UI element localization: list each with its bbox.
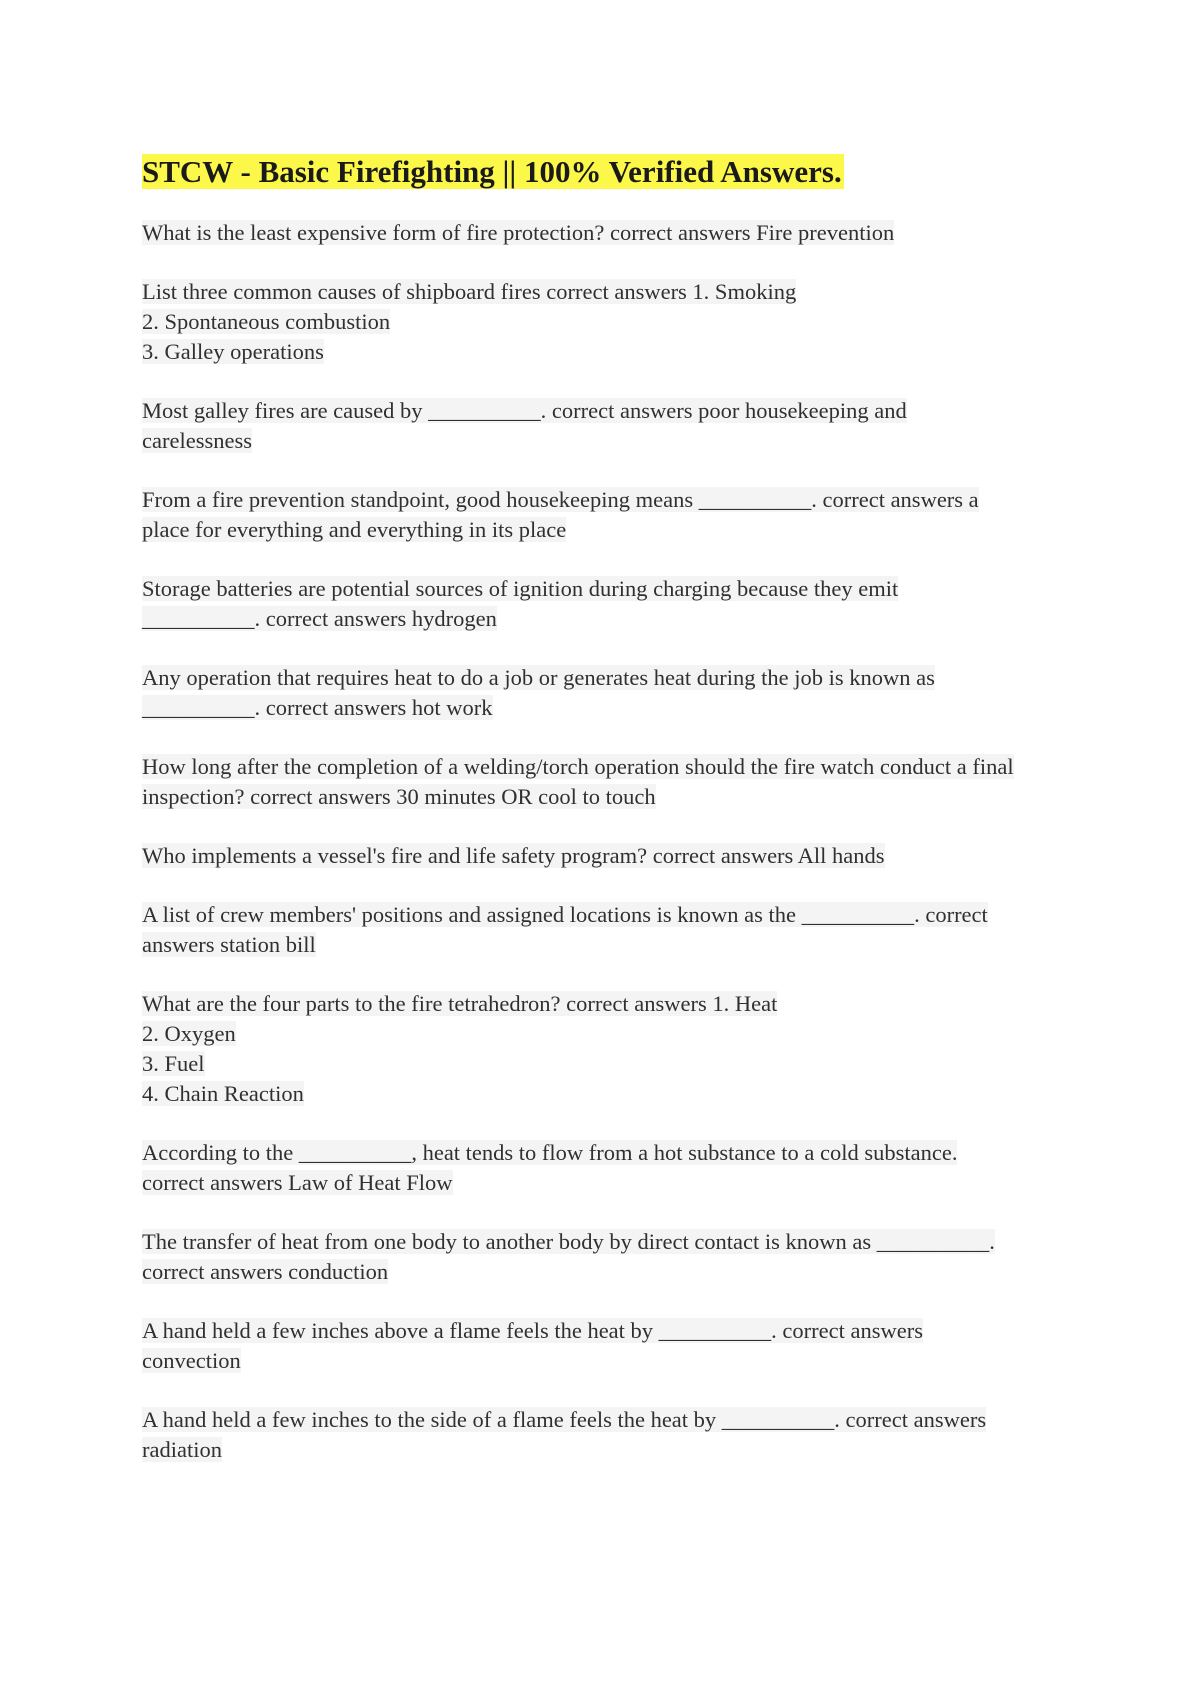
qa-text: A hand held a few inches to the side of a flame feels the heat by __________. correct answers radiation [142,1407,987,1462]
qa-item [142,218,1072,248]
qa-item [142,1227,1072,1287]
qa-item [142,841,1072,871]
qa-item [142,900,1072,960]
qa-item [142,396,1072,456]
qa-text: Who implements a vessel's fire and life safety program? correct answers All hands [142,843,885,868]
qa-item [142,663,1072,723]
qa-text: According to the __________, heat tends to flow from a hot substance to a cold substance. correct answers Law of Heat Flow [142,1140,958,1195]
document-title [142,152,1072,192]
qa-text: From a fire prevention standpoint, good housekeeping means __________. correct answers a place for everything and everything in its place [142,487,979,542]
qa-item [142,485,1072,545]
qa-item [142,989,1072,1109]
qa-item [142,277,1072,367]
document-body [142,152,1072,1494]
qa-item [142,1138,1072,1198]
qa-text: How long after the completion of a welding/torch operation should the fire watch conduct a final inspection? correct answers 30 minutes OR cool to touch [142,754,1014,809]
qa-text: Most galley fires are caused by __________. correct answers poor housekeeping and carelessness [142,398,907,453]
qa-text: A hand held a few inches above a flame feels the heat by __________. correct answers convection [142,1318,923,1373]
qa-item [142,1405,1072,1465]
qa-text: What is the least expensive form of fire protection? correct answers Fire prevention [142,220,895,245]
qa-item [142,1316,1072,1376]
qa-text: Storage batteries are potential sources of ignition during charging because they emit __________. correct answers hydrogen [142,576,899,631]
qa-text: What are the four parts to the fire tetrahedron? correct answers 1. Heat 2. Oxygen 3. Fuel 4. Chain Reaction [142,991,778,1106]
qa-item [142,752,1072,812]
document-title-text: STCW - Basic Firefighting || 100% Verified Answers. [142,154,842,189]
qa-text: List three common causes of shipboard fires correct answers 1. Smoking 2. Spontaneous combustion 3. Galley operations [142,279,797,364]
qa-text: Any operation that requires heat to do a job or generates heat during the job is known as __________. correct answers hot work [142,665,935,720]
qa-text: The transfer of heat from one body to another body by direct contact is known as __________. correct answers conduction [142,1229,995,1284]
qa-item [142,574,1072,634]
qa-text: A list of crew members' positions and assigned locations is known as the __________. correct answers station bill [142,902,988,957]
